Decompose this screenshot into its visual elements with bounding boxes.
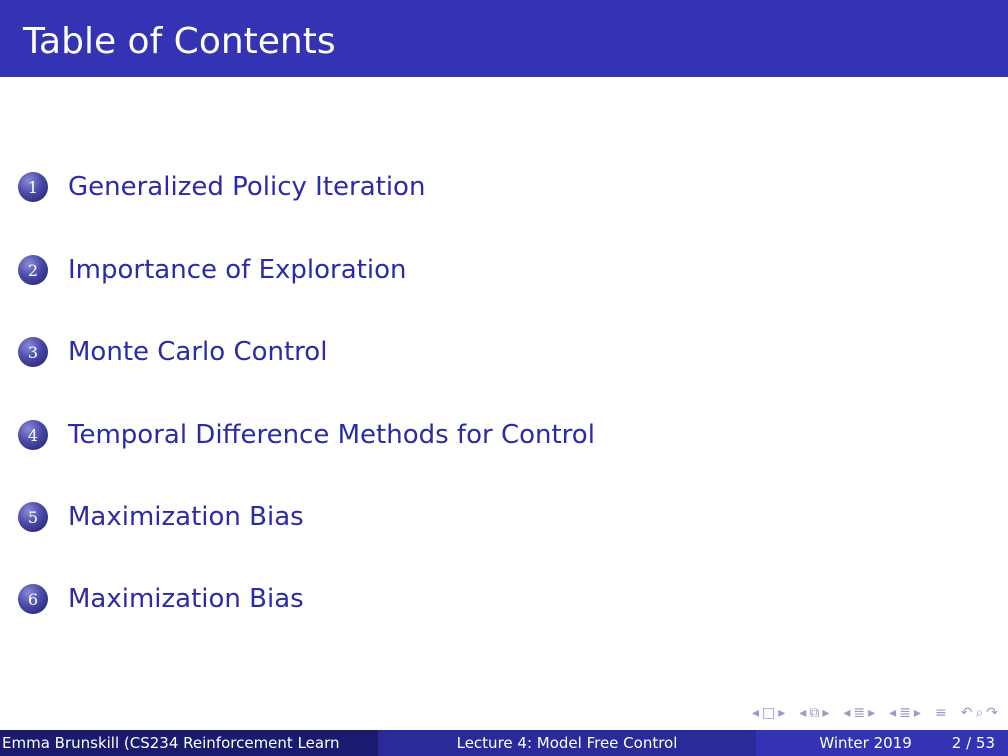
toc-item[interactable]	[18, 497, 304, 537]
slide-title: Table of Contents	[23, 21, 336, 62]
nav-slide-left-icon[interactable]: ◂	[889, 705, 897, 721]
nav-subsection-left-icon[interactable]: ◂	[799, 705, 807, 721]
toc-item[interactable]	[18, 167, 425, 207]
slide-header	[0, 0, 1008, 77]
toc-item[interactable]	[18, 250, 406, 290]
toc-item[interactable]	[18, 579, 304, 619]
nav-slide-right-icon[interactable]: ▸	[913, 705, 921, 721]
nav-forward-icon[interactable]: ↷	[986, 705, 998, 721]
toc-item-label[interactable]: Generalized Policy Iteration	[68, 172, 426, 202]
toc-item-label[interactable]: Importance of Exploration	[68, 255, 407, 285]
toc-number-badge: 1	[18, 172, 48, 202]
nav-back-icon[interactable]: ↶	[960, 705, 973, 721]
nav-section-icon[interactable]: ≣	[853, 705, 866, 721]
nav-frame-right-icon[interactable]: ▸	[778, 705, 786, 721]
nav-search-icon[interactable]: ⌕	[975, 705, 984, 721]
toc-number-badge: 2	[18, 255, 48, 285]
nav-frame-icon[interactable]: □	[762, 705, 776, 721]
toc-number-badge: 6	[18, 584, 48, 614]
nav-frame-left-icon[interactable]: ◂	[752, 705, 760, 721]
nav-subsection-right-icon[interactable]: ▸	[822, 705, 830, 721]
nav-section-left-icon[interactable]: ◂	[843, 705, 851, 721]
toc-item-label[interactable]: Maximization Bias	[68, 584, 304, 614]
beamer-navigation-bar	[0, 702, 1008, 724]
nav-section-right-icon[interactable]: ▸	[868, 705, 876, 721]
nav-subsection-icon[interactable]: ⧉	[809, 705, 820, 721]
toc-item-label[interactable]: Temporal Difference Methods for Control	[68, 420, 595, 450]
toc-item-label[interactable]: Monte Carlo Control	[68, 337, 328, 367]
slide-footer	[0, 730, 1008, 756]
toc-item-label[interactable]: Maximization Bias	[68, 502, 304, 532]
footer-page-number: 2 / 53	[951, 734, 995, 752]
toc-number-badge: 3	[18, 337, 48, 367]
nav-slide-icon[interactable]: ≣	[899, 705, 911, 721]
footer-info	[756, 730, 1008, 756]
footer-title: Lecture 4: Model Free Control	[378, 730, 756, 756]
footer-date: Winter 2019	[819, 734, 912, 752]
footer-author: Emma Brunskill (CS234 Reinforcement Learn	[0, 730, 378, 756]
nav-align-icon[interactable]: ≡	[934, 705, 947, 721]
toc-number-badge: 4	[18, 420, 48, 450]
toc-item[interactable]	[18, 332, 327, 372]
toc-item[interactable]	[18, 415, 595, 455]
toc-number-badge: 5	[18, 502, 48, 532]
